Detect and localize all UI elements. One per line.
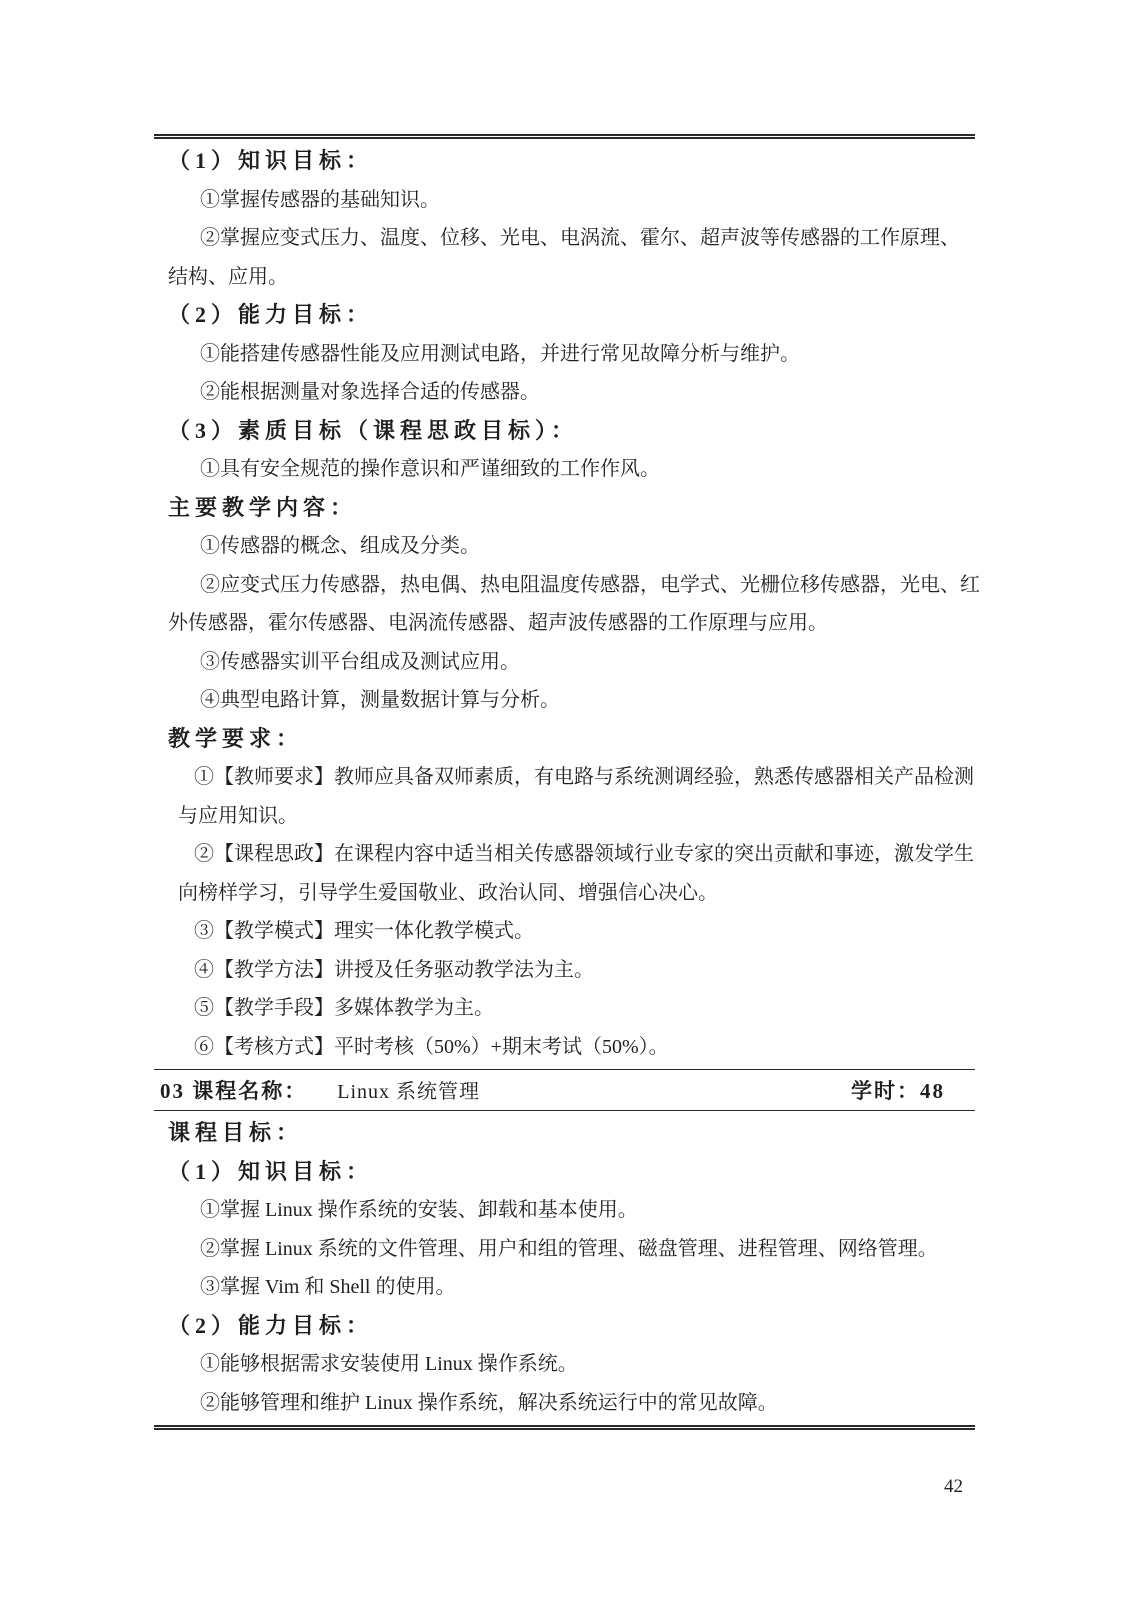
text-line: （2）能力目标： — [168, 1312, 374, 1338]
text-line: ②能根据测量对象选择合适的传感器。 — [200, 381, 540, 403]
text-line: ②掌握 Linux 系统的文件管理、用户和组的管理、磁盘管理、进程管理、网络管理。 — [200, 1237, 938, 1260]
text-line: 主要教学内容： — [168, 494, 358, 520]
course-name-cell — [160, 1075, 480, 1105]
text-line: ③掌握 Vim 和 Shell 的使用。 — [200, 1276, 456, 1298]
text-line: （1）知识目标： — [168, 148, 374, 173]
text-line: （3）素质目标（课程思政目标）： — [168, 417, 579, 443]
text-line: 外传感器，霍尔传感器、电涡流传感器、超声波传感器的工作原理与应用。 — [168, 612, 828, 634]
text-line: ①掌握 Linux 操作系统的安装、卸载和基本使用。 — [200, 1199, 638, 1221]
text-line: ①掌握传感器的基础知识。 — [200, 188, 440, 211]
text-line: ②能够管理和维护 Linux 操作系统，解决系统运行中的常见故障。 — [200, 1391, 778, 1414]
course-number-label: 03 课程名称： — [160, 1079, 308, 1103]
text-line: 课程目标： — [168, 1120, 304, 1145]
text-line: 教学要求： — [168, 725, 304, 751]
text-line: ④【教学方法】讲授及任务驱动教学法为主。 — [194, 958, 594, 981]
page-number: 42 — [944, 1476, 963, 1497]
text-line: ②【课程思政】在课程内容中适当相关传感器领域行业专家的突出贡献和事迹，激发学生 — [194, 843, 974, 865]
course-title-row — [154, 1069, 975, 1111]
text-line: 向榜样学习，引导学生爱国敬业、政治认同、增强信心决心。 — [178, 881, 718, 904]
course-name: Linux 系统管理 — [337, 1081, 481, 1103]
text-line: （1）知识目标： — [168, 1158, 374, 1184]
text-line: ①传感器的概念、组成及分类。 — [200, 535, 480, 557]
text-line: ①具有安全规范的操作意识和严谨细致的工作作风。 — [200, 458, 660, 480]
course-hours: 学时：48 — [851, 1079, 945, 1103]
text-line: ①能够根据需求安装使用 Linux 操作系统。 — [200, 1353, 578, 1375]
section-sensor-course — [154, 139, 980, 1069]
text-line: 结构、应用。 — [168, 265, 288, 288]
text-line: ⑤【教学手段】多媒体教学为主。 — [194, 997, 494, 1019]
text-line: ③传感器实训平台组成及测试应用。 — [200, 650, 520, 673]
text-line: ④典型电路计算，测量数据计算与分析。 — [200, 689, 560, 711]
section-linux-course — [154, 1111, 975, 1425]
text-line: 与应用知识。 — [178, 804, 298, 827]
text-line: ②掌握应变式压力、温度、位移、光电、电涡流、霍尔、超声波等传感器的工作原理、 — [200, 227, 960, 249]
text-line: ⑥【考核方式】平时考核（50%）+期末考试（50%）。 — [194, 1035, 669, 1058]
text-line: ①【教师要求】教师应具备双师素质，有电路与系统测调经验，熟悉传感器相关产品检测 — [194, 766, 974, 788]
text-line: ①能搭建传感器性能及应用测试电路，并进行常见故障分析与维护。 — [200, 342, 800, 365]
text-line: （2）能力目标： — [168, 302, 374, 327]
text-line: ②应变式压力传感器，热电偶、热电阻温度传感器，电学式、光栅位移传感器，光电、红 — [200, 573, 980, 596]
course-outline-table — [154, 134, 980, 1430]
text-line: ③【教学模式】理实一体化教学模式。 — [194, 920, 534, 942]
